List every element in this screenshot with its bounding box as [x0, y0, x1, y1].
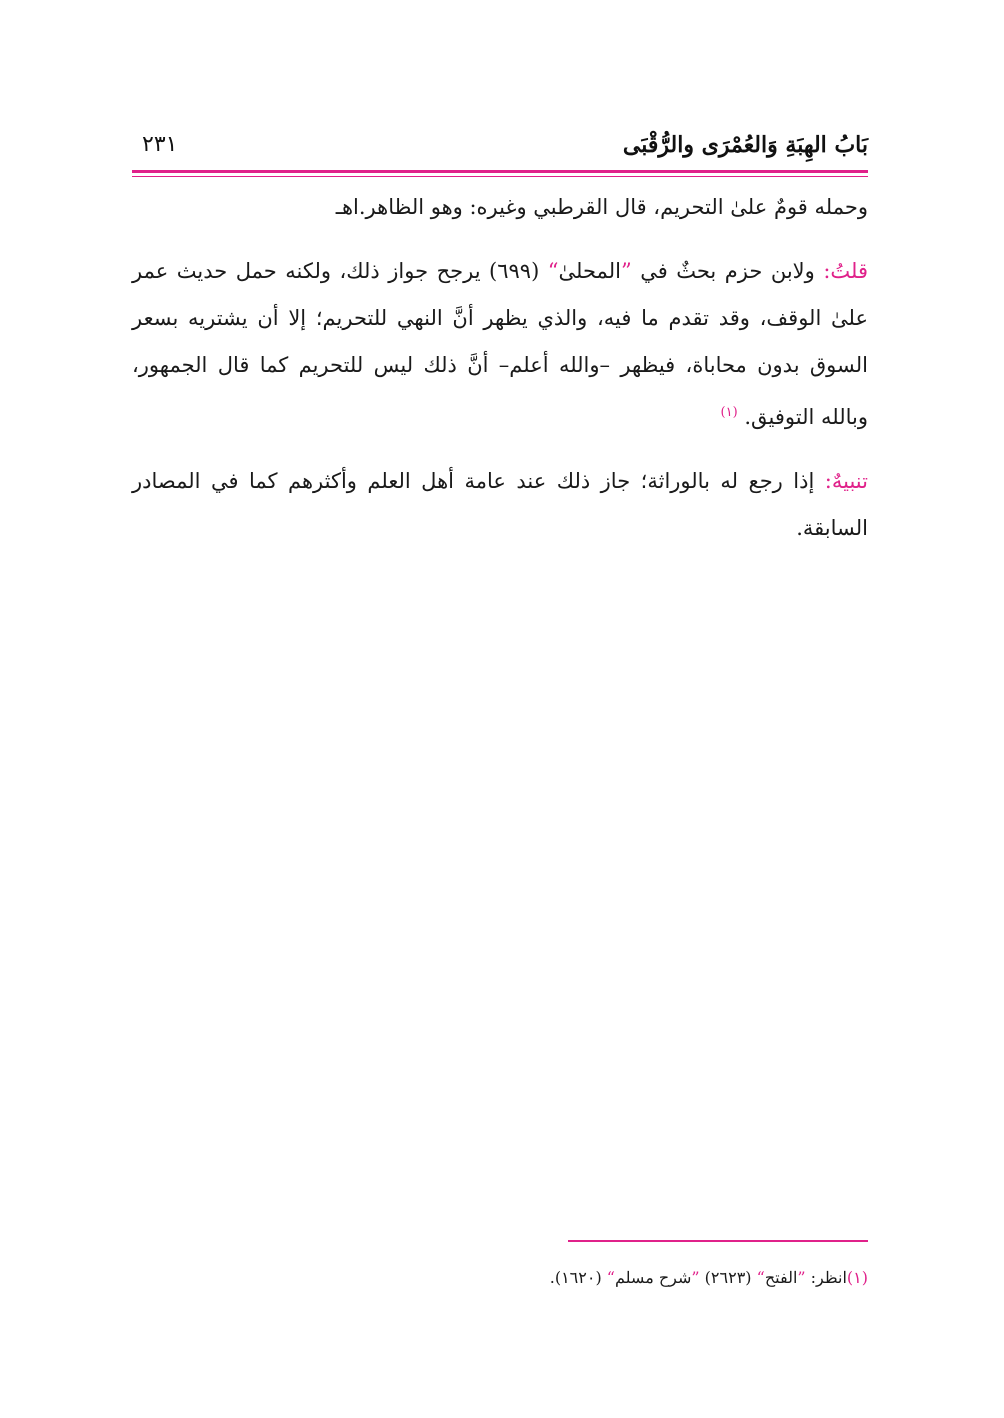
footnote-quote-close-1: “ [756, 1268, 765, 1287]
tanbih-label: تنبيهٌ: [824, 469, 868, 493]
footnote-book-2: شرح مسلم [614, 1268, 692, 1287]
paragraph-3 [132, 458, 868, 552]
paragraph-3-text: إذا رجع له بالوراثة؛ جاز ذلك عند عامة أهل العلم وأكثرهم كما في المصادر السابقة. [132, 469, 868, 540]
page-header [132, 128, 868, 168]
footnote-text-a: انظر: [805, 1268, 847, 1287]
footnote-quote-open-2: ” [691, 1268, 700, 1287]
footnote-ref-1: (٢٦٢٣) [699, 1268, 757, 1287]
paragraph-1-text: وحمله قومٌ علىٰ التحريم، قال القرطبي وغيره: وهو الظاهر.اهـ [335, 195, 868, 219]
footnote [132, 1265, 868, 1291]
qultu-label: قلتُ: [823, 259, 868, 283]
footnote-quote-close-2: “ [606, 1268, 615, 1287]
paragraph-2-text-b: (٦٩٩) يرجح جواز ذلك، ولكنه حمل حديث عمر علىٰ الوقف، وقد تقدم ما فيه، والذي يظهر أنَّ النهي للتحريم؛ إلا أن يشتريه بسعر السوق بدون محاباة، فيظهر –والله أعلم– أنَّ ذلك ليس للتحريم كما قال الجمهور، وبالله التوفيق. [132, 259, 868, 429]
chapter-title: بَابُ الهِبَةِ وَالعُمْرَى والرُّقْبَى [622, 132, 868, 158]
footnote-number: (١) [846, 1268, 868, 1287]
footnote-rule [568, 1240, 868, 1242]
quote-close: “ [547, 259, 559, 283]
body-text [132, 184, 868, 569]
header-rule-thin [132, 176, 868, 177]
footnote-ref-2: (١٦٢٠). [549, 1268, 607, 1287]
paragraph-1 [132, 184, 868, 231]
paragraph-2-text-a: ولابن حزم بحثٌ في [631, 259, 824, 283]
page-number: ٢٣١ [142, 132, 178, 157]
footnote-reference[interactable]: (١) [720, 405, 738, 420]
book-title-muhalla: المحلىٰ [558, 259, 621, 283]
quote-open: ” [620, 259, 632, 283]
header-rule-thick [132, 170, 868, 173]
footnote-quote-open-1: ” [797, 1268, 806, 1287]
footnote-book-1: الفتح [764, 1268, 798, 1287]
paragraph-2 [132, 248, 868, 441]
